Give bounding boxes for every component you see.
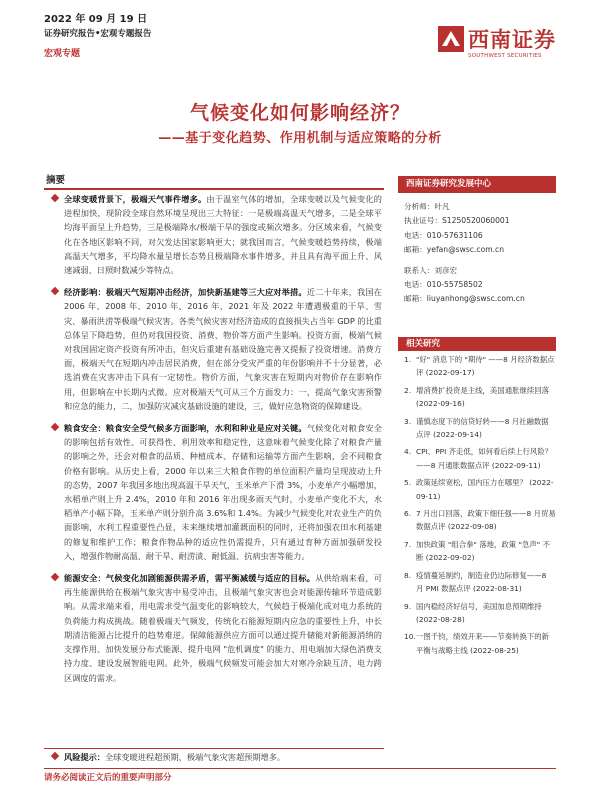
paragraph-lead: 经济影响：极端天气短期冲击经济，加快新基建等三大应对举措。 [64, 287, 307, 298]
related-item[interactable]: 7. 加快政策 "组合拳" 落地，政策 "急声" 不断 (2022-09-02) [404, 539, 550, 563]
related-item[interactable]: 1. "好" 消息下的 "期待" ——8 月经济数据点评 (2022-09-17) [404, 355, 555, 378]
bullet-diamond-icon [51, 573, 59, 581]
analyst-line: 电话：010-57631106 [404, 230, 483, 240]
related-item-text: 疫情蔓延制约，制造业仍边际修复——8 月 PMI 数据点评 (2022-08-31) [416, 570, 547, 594]
related-item-text: "好" 消息下的 "期待" ——8 月经济数据点评 (2022-09-17) [416, 355, 555, 378]
related-research-heading: 相关研究 [398, 337, 556, 351]
paragraph-text: 由于温室气体的增加，全球变暖以及气候变化的进程加快，现阶段全球自然环境呈现出三大特征：一是极端高温天气增多，二是全球平均海平面呈上升趋势，三是极端降水/极端干旱的强度或频次增多。分区域来看，气候变化在各地区影响不同，对欠发达国家影响更大；就我国而言，气候变暖趋势持续，极端高温天气增多，平均降水量呈增长态势且极端降水事件增多，并且具有海平面上升、风速减弱、日照时数减少等特点。 [64, 194, 382, 276]
bullet-diamond-icon [51, 752, 59, 760]
logo-mark-icon [438, 26, 464, 52]
related-item-text: 国内稳经济好信号，美国加息预期维持 (2022-08-28) [416, 601, 542, 624]
paragraph-text: 气候变化对粮食安全的影响包括有效性、可获得性、利用效率和稳定性，这意味着气候变化除了对粮食产量的影响之外，还会对粮食的品质、种植成本、存储和运输等方面产生影响，会不同粮食价格有影响。从历史上看，2000 年以来三大粮食作物的单位面积产量均呈现波动上升的态势，2007 年我国多地出现高温干旱天气，玉米单产下滑 3%，小麦单产小幅增加，水稻单产则上升 2.4%，2010 年和 2016 年出现多雨天气时，小麦单产变化不大，水稻单产小幅下降，玉米单产则分别升高 3.6%和 1.4%。为减少气候变化对农业生产的负面影响，水利工程重要性凸显，未来继续增加灌溉面积的同时，还将加强农田水利基建的修复和维护工作；粮食作物品种的适应性仍需提升，只有通过育种方面加强研发投入，增强作物耐高温、耐干旱、耐涝渍、耐低温、抗病虫害等能力。 [64, 423, 382, 561]
footer-divider [44, 768, 556, 769]
related-item[interactable]: 3. 谨慎态度下的信贷好转——8 月社融数据点评 (2022-09-14) [404, 416, 549, 440]
related-research-list [404, 353, 556, 661]
related-item-text: 一图千钧，绩效开来——节奏转换下的新平衡与战略主线 (2022-08-25) [416, 632, 550, 655]
footer-disclaimer: 请务必阅读正文后的重要声明部分 [44, 773, 172, 783]
report-topic: 宏观专题 [44, 49, 81, 59]
company-logo [438, 22, 558, 62]
risk-paragraph [44, 750, 382, 764]
paragraph-lead: 粮食安全：粮食安全受气候多方面影响，水利和种业是应对关键。 [64, 423, 307, 434]
related-item[interactable]: 9. 国内稳经济好信号，美国加息预期维持 (2022-08-28) [404, 601, 542, 624]
bullet-diamond-icon [51, 194, 59, 202]
analyst-email[interactable]: 邮箱：yefan@swsc.com.cn [404, 245, 505, 255]
report-type: 证券研究报告•宏观专题报告 [44, 29, 152, 39]
analyst-line: 联系人：刘彦宏 [404, 265, 458, 275]
paragraph-lead: 全球变暖背景下，极端天气事件增多。 [64, 194, 207, 204]
related-item-text: 加快政策 "组合拳" 落地，政策 "急声" 不断 (2022-09-02) [416, 539, 550, 563]
risk-warning [44, 750, 382, 764]
report-subtitle: ——基于变化趋势、作用机制与适应策略的分析 [158, 131, 442, 146]
bullet-diamond-icon [51, 423, 59, 431]
summary-paragraph [44, 421, 382, 563]
summary-divider [44, 188, 384, 190]
related-item-text: 增消费扩投资是主线，美国通胀继续回落 (2022-09-16) [416, 385, 550, 409]
paragraph-lead: 能源安全：气候变化加剧能源供需矛盾，需平衡减缓与适应的目标。 [64, 573, 316, 584]
logo-en-text: SOUTHWEST SECURITIES [468, 53, 542, 59]
related-item-text: CPI、PPI 齐走低，如何看后续上行风险？——8 月通胀数据点评 (2022-09-11) [416, 447, 553, 470]
paragraph-text: 近二十年来，我国在 2006 年、2008 年、2010 年、2016 年、2021 年及 2022 年遭遇极重的干旱、雪灾、暴雨洪涝等极端气候灾害。各类气候灾害对经济造成的直接损失占当年 GDP 的比重总体呈下降趋势，但仍对我国投资、消费、物价等方面产生影响。投资方面，极端气候对我国固定资产投资有所冲击，但灾后重建有基础设施完善又提振了投资增速。消费方面，极端天气在短期内冲击居民消费，但在部分受灾严重的年份影响并不十分显著，必选消费在灾害冲击下具有一定韧性。物价方面，气象灾害在短期内对物价存在影响作用，但影响在中长期内式微。应对极端天气可从三个方面发力：一，提高气象灾害预警和应急的能力，二，加强防灾减灾基础设施的建设，三，做好应急物资的保障建设。 [64, 287, 382, 411]
related-item[interactable]: 8. 疫情蔓延制约，制造业仍边际修复——8 月 PMI 数据点评 (2022-08-31) [404, 570, 547, 594]
bullet-diamond-icon [51, 287, 59, 295]
risk-divider [44, 748, 384, 749]
logo-cn-text: 西南证券 [468, 28, 556, 52]
analyst-line: 执业证号：S1250520060001 [404, 216, 510, 226]
risk-lead: 风险提示： [64, 752, 105, 762]
analyst-line: 电话：010-55758502 [404, 280, 483, 290]
report-date: 2022 年 09 月 19 日 [44, 14, 148, 25]
analyst-email[interactable]: 邮箱：liuyanhong@swsc.com.cn [404, 294, 525, 304]
related-item[interactable]: 6. 7 月出口回落，政策下细任强——8 月贸易数据点评 (2022-09-08) [404, 509, 556, 532]
related-item-text: 7 月出口回落，政策下细任强——8 月贸易数据点评 (2022-09-08) [416, 509, 556, 532]
related-item-text: 谨慎态度下的信贷好转——8 月社融数据点评 (2022-09-14) [416, 416, 549, 440]
summary-paragraph [44, 285, 382, 413]
summary-paragraph [44, 192, 382, 277]
summary-body [44, 192, 382, 693]
summary-paragraph [44, 571, 382, 685]
risk-text: 全球变暖进程超预期，极端气象灾害超预期增多。 [104, 752, 286, 762]
report-title: 气候变化如何影响经济？ [189, 102, 410, 124]
related-item[interactable]: 5. 政策延续宽松，国内压力在哪里？ (2022-09-11) [404, 478, 554, 501]
summary-label: 摘要 [46, 175, 66, 186]
research-center-heading: 西南证券研究发展中心 [398, 176, 556, 193]
related-item[interactable]: 2. 增消费扩投资是主线，美国通胀继续回落 (2022-09-16) [404, 385, 550, 409]
related-item-text: 政策延续宽松，国内压力在哪里？ (2022-09-11) [416, 478, 554, 501]
analyst-info [404, 200, 556, 307]
related-item[interactable]: 4. CPI、PPI 齐走低，如何看后续上行风险？——8 月通胀数据点评 (2022-09-11) [404, 447, 553, 470]
related-item[interactable]: 10. 一图千钧，绩效开来——节奏转换下的新平衡与战略主线 (2022-08-25) [404, 632, 550, 655]
analyst-line: 分析师：叶凡 [404, 202, 450, 211]
paragraph-text: 从供给端来看，可再生能源供给在极端气象灾害中易受冲击，且极端气象灾害也会对能源传输环节造成影响。从需求端来看，用电需求受气温变化的影响较大，气候趋于极端化成对电力系统的负荷能力构成挑战。随着极端天气频发，传统化石能源短期内应急的重要性上升，中长期清洁能源占比提升的趋势难逆。保障能源供应方面可以通过提升储能对新能源消纳的支撑作用、加快发展分布式能源、提升电网 "危机调度" 的能力、用电端加大绿色消费支持力度、建设发展智能电网。此外，极端气候频发可能会加大对寒冷余缺互济、电力跨区调度的需求。 [64, 573, 382, 683]
